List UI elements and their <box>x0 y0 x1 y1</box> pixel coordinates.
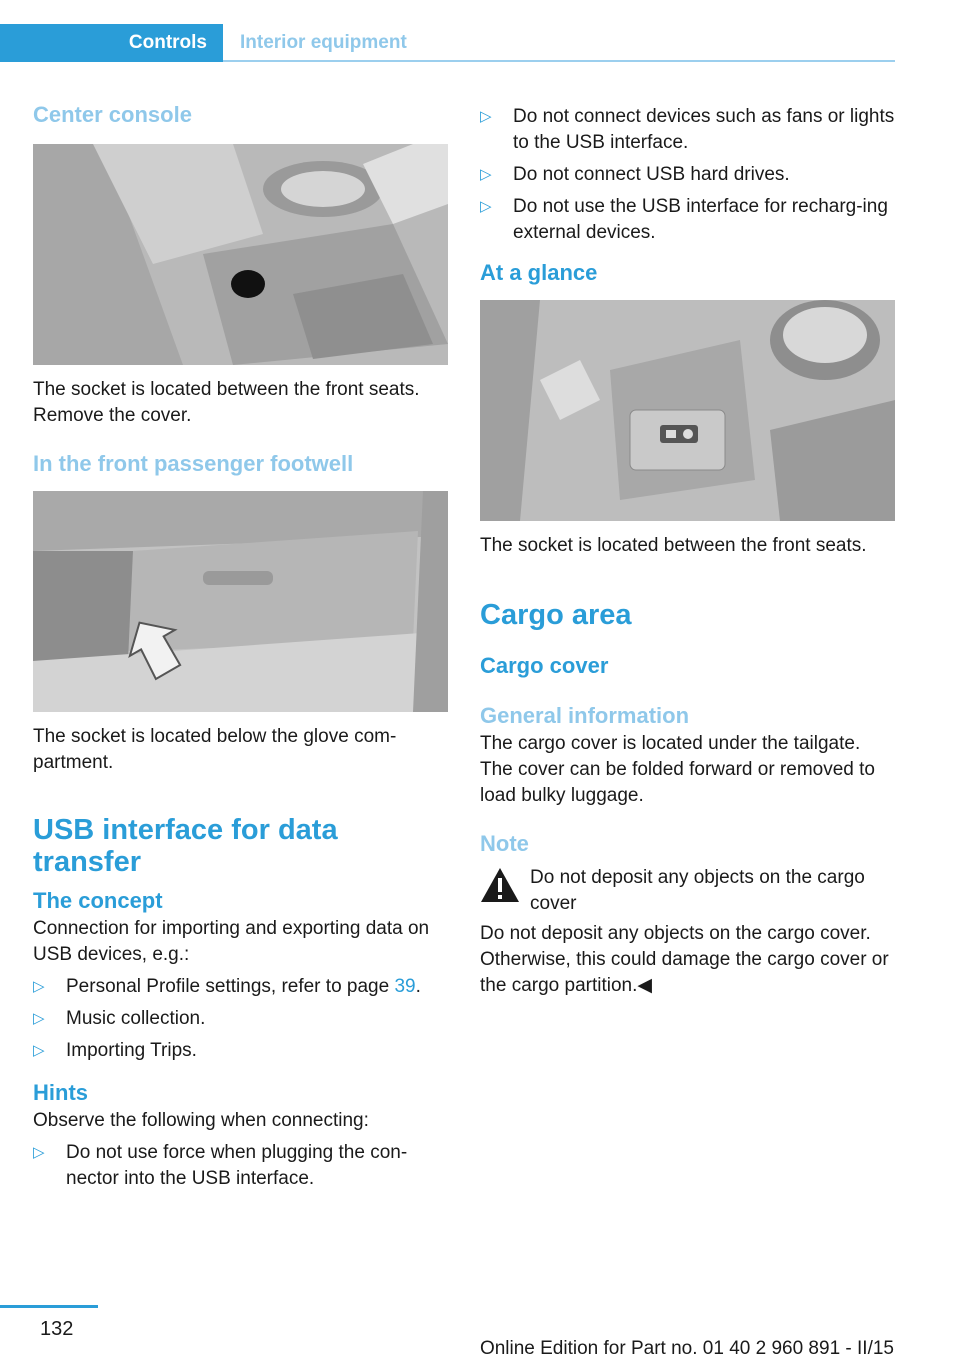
warning-text: Do not deposit any objects on the cargo cover. Otherwise, this could damage the cargo cover or the cargo partition.◀ <box>480 923 889 996</box>
cargo-heading: Cargo area <box>480 599 632 631</box>
triangle-bullet-icon: ▷ <box>33 1144 45 1161</box>
footer-divider <box>0 1305 98 1308</box>
hints-list-continued <box>480 104 896 246</box>
cargo-cover-heading: Cargo cover <box>480 653 609 678</box>
note-heading: Note <box>480 831 529 856</box>
tab-interior-equipment[interactable]: Interior equipment <box>240 32 407 53</box>
warning-title: Do not deposit any objects on the cargo cover <box>530 867 865 914</box>
glance-text: The socket is located between the front seats. <box>480 535 867 556</box>
list-item: ▷ Importing Trips. <box>33 1038 449 1064</box>
page-link[interactable]: 39 <box>394 976 416 997</box>
usb-heading: USB interface for data transfer <box>33 814 338 878</box>
list-item: ▷ Personal Profile settings, refer to page 39. <box>33 974 449 1000</box>
list-item: ▷ Do not connect USB hard drives. <box>480 162 896 188</box>
footwell-heading: In the front passenger footwell <box>33 451 354 476</box>
glance-photo <box>480 300 895 521</box>
list-item: ▷ Do not use force when plugging the con-nector into the USB interface. <box>33 1142 408 1189</box>
concept-text: Connection for importing and exporting data on USB devices, e.g.: <box>33 918 430 965</box>
hints-text: Observe the following when connecting: <box>33 1110 369 1131</box>
warning-block <box>480 865 896 917</box>
concept-heading: The concept <box>33 888 163 913</box>
right-column <box>480 100 896 999</box>
center-console-text: The socket is located between the front seats. Remove the cover. <box>33 379 420 426</box>
list-item: ▷ Music collection. <box>33 1006 449 1032</box>
center-console-heading: Center console <box>33 102 192 127</box>
list-item: ▷ Do not use the USB interface for recharg-ing external devices. <box>480 196 888 243</box>
triangle-bullet-icon: ▷ <box>33 1010 45 1027</box>
triangle-bullet-icon: ▷ <box>480 108 492 125</box>
hints-heading: Hints <box>33 1080 88 1105</box>
footwell-text: The socket is located below the glove com-partment. <box>33 726 397 773</box>
triangle-bullet-icon: ▷ <box>33 1042 45 1059</box>
triangle-bullet-icon: ▷ <box>33 978 45 995</box>
general-heading: General information <box>480 703 690 728</box>
page-number: 132 <box>40 1318 74 1340</box>
triangle-bullet-icon: ▷ <box>480 198 492 215</box>
concept-list <box>33 974 449 1064</box>
center-console-photo <box>33 144 448 365</box>
left-column <box>33 100 449 1198</box>
triangle-bullet-icon: ▷ <box>480 166 492 183</box>
general-text: The cargo cover is located under the tailgate. The cover can be folded forward or removed to load bulky luggage. <box>480 733 875 806</box>
header-bar <box>0 24 895 62</box>
glance-heading: At a glance <box>480 260 598 285</box>
tab-controls[interactable]: Controls <box>0 24 223 62</box>
edition-text: Online Edition for Part no. 01 40 2 960 891 - II/15 <box>479 1338 894 1359</box>
footwell-photo <box>33 491 448 712</box>
hints-list <box>33 1140 449 1192</box>
list-item: ▷ Do not connect devices such as fans or lights to the USB interface. <box>480 106 895 153</box>
header-divider <box>223 60 895 62</box>
warning-icon <box>480 867 520 903</box>
